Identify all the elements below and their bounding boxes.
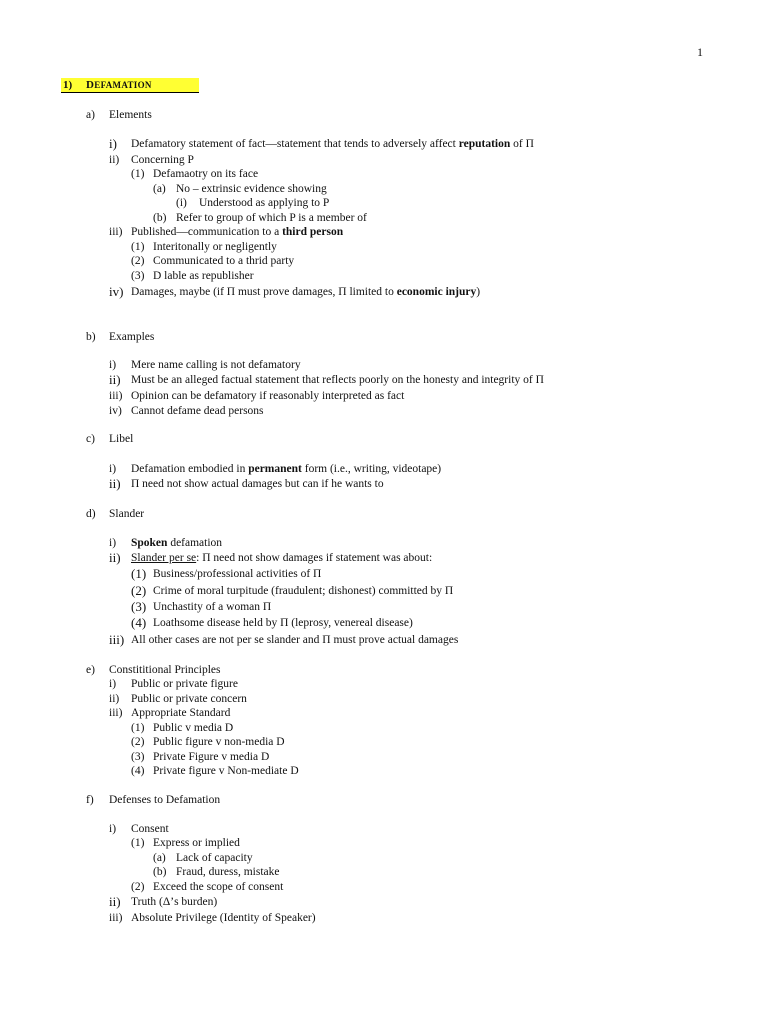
text-segment: Consent — [131, 823, 169, 835]
outline-marker: iii) — [109, 632, 125, 647]
outline-marker: (2) — [131, 736, 145, 748]
outline-text — [109, 507, 144, 521]
text-segment: No – extrinsic evidence showing — [176, 183, 327, 195]
outline-marker: b) — [86, 331, 96, 343]
outline-text — [131, 285, 480, 299]
outline-text — [176, 865, 279, 879]
outline-text — [131, 551, 432, 565]
outline-text — [153, 254, 294, 268]
outline-text — [131, 692, 247, 706]
outline-marker: iv) — [109, 284, 124, 299]
outline-text — [176, 211, 367, 225]
text-segment: Public or private figure — [131, 678, 238, 690]
text-segment: Published—communication to a — [131, 226, 283, 238]
outline-marker: (a) — [153, 183, 166, 195]
text-segment: third person — [282, 226, 344, 238]
text-segment: Defamatory statement of fact—statement that tends to adversely affect — [131, 138, 459, 150]
text-segment: Must be an alleged factual statement that reflects poorly on the honesty and integrity of Π — [131, 374, 544, 386]
outline-text — [153, 584, 453, 598]
outline-text — [153, 880, 283, 894]
outline-text — [131, 153, 194, 167]
outline-text — [153, 269, 254, 283]
heading-label: DEFAMATION — [86, 79, 152, 91]
outline-marker: ii) — [109, 372, 121, 387]
outline-text — [131, 477, 384, 491]
outline-text — [176, 851, 253, 865]
outline-text — [109, 663, 221, 677]
outline-text — [131, 677, 238, 691]
text-segment: Mere name calling is not defamatory — [131, 359, 301, 371]
outline-text — [131, 137, 534, 151]
text-segment: Public or private concern — [131, 693, 247, 705]
outline-marker: (i) — [176, 197, 187, 209]
text-segment: Slander per se — [131, 552, 197, 564]
outline-marker: ii) — [109, 693, 120, 705]
outline-marker: (a) — [153, 852, 166, 864]
text-segment: Truth (Δ’s burden) — [131, 896, 218, 908]
text-segment: Constititional Principles — [109, 664, 221, 676]
text-segment: defamation — [167, 537, 223, 549]
outline-marker: i) — [109, 359, 117, 371]
text-segment: Elements — [109, 109, 152, 121]
outline-marker: ii) — [109, 894, 121, 909]
text-segment: Examples — [109, 331, 155, 343]
outline-marker: f) — [86, 794, 94, 806]
text-segment: Appropriate Standard — [131, 707, 231, 719]
outline-text — [109, 330, 154, 344]
outline-marker: iii) — [109, 912, 123, 924]
outline-text — [131, 822, 169, 836]
text-segment: economic injury — [396, 286, 477, 298]
outline-marker: (3) — [131, 599, 147, 614]
outline-text — [153, 836, 240, 850]
outline-text — [153, 616, 413, 630]
outline-text — [131, 895, 217, 909]
text-segment: Public figure v non-media D — [153, 736, 285, 748]
text-segment: Cannot defame dead persons — [131, 405, 264, 417]
outline-marker: ii) — [109, 550, 121, 565]
text-segment: Damages, maybe (if Π must prove damages, Π limited to — [131, 286, 397, 298]
outline-marker: iii) — [109, 390, 123, 402]
outline-marker: iii) — [109, 707, 123, 719]
text-segment: permanent — [248, 463, 302, 475]
outline-text — [153, 167, 258, 181]
outline-text — [153, 240, 277, 254]
outline-text — [131, 404, 264, 418]
text-segment: Interitonally or negligently — [153, 241, 277, 253]
text-segment: Crime of moral turpitude (fraudulent; dishonest) committed by Π — [153, 585, 454, 597]
text-segment: Opinion can be defamatory if reasonably interpreted as fact — [131, 390, 405, 402]
text-segment: Business/professional activities of Π — [153, 568, 322, 580]
text-segment: Exceed the scope of consent — [153, 881, 284, 893]
text-segment: Understood as applying to P — [199, 197, 330, 209]
text-segment: form (i.e., writing, videotape) — [301, 463, 442, 475]
outline-text — [153, 567, 321, 581]
outline-text — [131, 225, 343, 239]
outline-text — [131, 389, 404, 403]
outline-text — [131, 358, 301, 372]
section-heading — [61, 78, 199, 93]
text-segment: Loathsome disease held by Π (leprosy, venereal disease) — [153, 617, 413, 629]
outline-marker: d) — [86, 508, 96, 520]
outline-text — [176, 182, 327, 196]
text-segment: Refer to group of which P is a member of — [176, 212, 367, 224]
outline-marker: (b) — [153, 212, 167, 224]
text-segment: Private figure v Non-mediate D — [153, 765, 299, 777]
text-segment: Libel — [109, 433, 134, 445]
text-segment: Absolute Privilege (Identity of Speaker) — [131, 912, 316, 924]
text-segment: of Π — [510, 138, 534, 150]
outline-marker: i) — [109, 678, 117, 690]
text-segment: Lack of capacity — [176, 852, 253, 864]
outline-text — [131, 706, 230, 720]
outline-marker: (2) — [131, 255, 145, 267]
outline-marker: (4) — [131, 615, 147, 630]
text-segment: Unchastity of a woman Π — [153, 601, 272, 613]
outline-marker: ii) — [109, 154, 120, 166]
text-segment: Fraud, duress, mistake — [176, 866, 280, 878]
text-segment: Defamaotry on its face — [153, 168, 259, 180]
outline-marker: iv) — [109, 405, 122, 417]
outline-marker: e) — [86, 664, 95, 676]
outline-marker: (1) — [131, 837, 145, 849]
text-segment: Private Figure v media D — [153, 751, 270, 763]
text-segment: ) — [476, 286, 481, 298]
outline-text — [131, 633, 458, 647]
text-segment: reputation — [458, 138, 511, 150]
outline-marker: (3) — [131, 751, 145, 763]
text-segment: Concerning P — [131, 154, 194, 166]
outline-text — [153, 750, 269, 764]
outline-marker: i) — [109, 823, 117, 835]
outline-marker: (2) — [131, 881, 145, 893]
outline-marker: c) — [86, 433, 95, 445]
text-segment: Defamation embodied in — [131, 463, 249, 475]
outline-text — [131, 373, 544, 387]
outline-marker: (4) — [131, 765, 145, 777]
outline-marker: ii) — [109, 476, 121, 491]
outline-marker: (1) — [131, 241, 145, 253]
outline-marker: i) — [109, 463, 117, 475]
text-segment: D lable as republisher — [153, 270, 254, 282]
outline-text — [109, 432, 133, 446]
outline-marker: (1) — [131, 722, 145, 734]
outline-marker: i) — [109, 537, 117, 549]
outline-text — [153, 764, 299, 778]
outline-text — [153, 721, 233, 735]
outline-marker: iii) — [109, 226, 123, 238]
text-segment: Slander — [109, 508, 145, 520]
outline-text — [131, 911, 316, 925]
outline-text — [153, 735, 285, 749]
outline-text — [199, 196, 329, 210]
heading-number: 1) — [63, 79, 73, 91]
text-segment: : Π need not show damages if statement was about: — [196, 552, 433, 564]
outline-text — [153, 600, 271, 614]
text-segment: Express or implied — [153, 837, 240, 849]
text-segment: All other cases are not per se slander and Π must prove actual damages — [131, 634, 459, 646]
outline-marker: a) — [86, 109, 95, 121]
text-segment: Public v media D — [153, 722, 234, 734]
outline-marker: (b) — [153, 866, 167, 878]
outline-marker: i) — [109, 136, 117, 151]
outline-marker: (1) — [131, 168, 145, 180]
outline-text — [131, 462, 441, 476]
text-segment: Π need not show actual damages but can if he wants to — [131, 478, 384, 490]
outline-marker: (1) — [131, 566, 147, 581]
text-segment: Communicated to a thrid party — [153, 255, 295, 267]
outline-marker: (2) — [131, 583, 147, 598]
page-number: 1 — [697, 45, 703, 59]
text-segment: Spoken — [131, 537, 168, 549]
outline-marker: (3) — [131, 270, 145, 282]
outline-text — [109, 108, 152, 122]
outline-text — [131, 536, 222, 550]
text-segment: Defenses to Defamation — [109, 794, 221, 806]
outline-text — [109, 793, 220, 807]
